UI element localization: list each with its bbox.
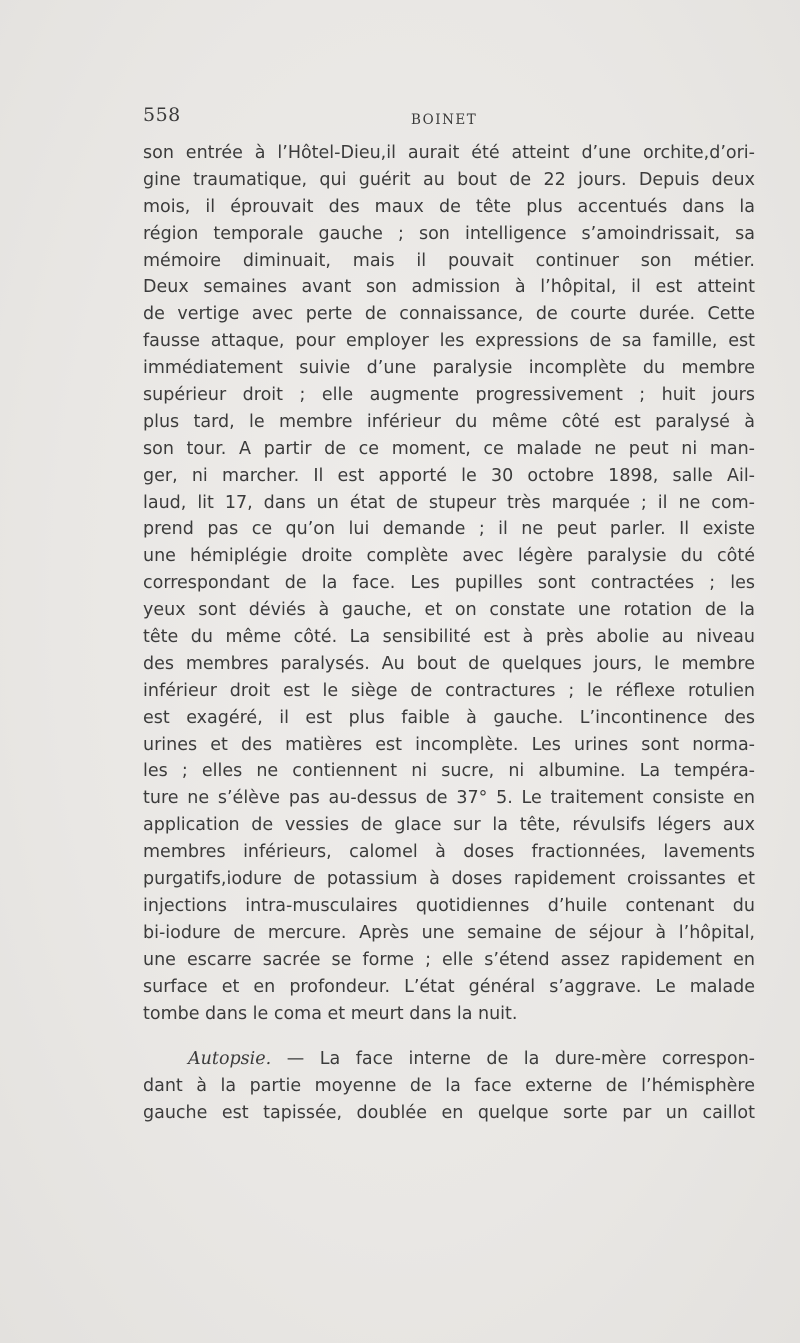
text-line: son tour. A partir de ce moment, ce malade ne peut ni man- [143, 438, 755, 459]
text-line: les ; elles ne contiennent ni sucre, ni albumine. La tempéra- [143, 761, 755, 782]
text-line: ture ne s’élève pas au-dessus de 37° 5. Le traitement consiste en [143, 788, 755, 809]
text-line: plus tard, le membre inférieur du même côté est paralysé à [143, 411, 755, 432]
text-line: immédiatement suivie d’une paralysie incomplète du membre [143, 358, 755, 379]
text-line: une hémiplégie droite complète avec légère paralysie du côté [143, 546, 755, 567]
text-line: tombe dans le coma et meurt dans la nuit. [143, 1003, 518, 1024]
autopsie-first-line-text: — La face interne de la dure-mère correspon- [271, 1049, 755, 1070]
paragraph-1 [143, 140, 755, 1027]
text-line: dant à la partie moyenne de la face externe de l’hémisphère [143, 1076, 755, 1097]
text-line: laud, lit 17, dans un état de stupeur très marquée ; il ne com- [143, 492, 755, 513]
text-line: son entrée à l’Hôtel-Dieu,il aurait été atteint d’une orchite,d’ori- [143, 143, 755, 163]
text-line: injections intra-musculaires quotidiennes d’huile contenant du [143, 895, 755, 916]
text-line: urines et des matières est incomplète. Les urines sont norma- [143, 734, 755, 755]
text-line: prend pas ce qu’on lui demande ; il ne peut parler. Il existe [143, 519, 755, 540]
text-line: mémoire diminuait, mais il pouvait continuer son métier. [143, 250, 755, 271]
running-head: BOINET [411, 112, 478, 128]
text-line: une escarre sacrée se forme ; elle s’étend assez rapidement en [143, 949, 755, 970]
text-line: bi-iodure de mercure. Après une semaine de séjour à l’hôpital, [143, 922, 755, 943]
paragraph-2 [143, 1046, 755, 1127]
text-line: application de vessies de glace sur la tête, révulsifs légers aux [143, 815, 755, 836]
text-line: tête du même côté. La sensibilité est à près abolie au niveau [143, 627, 755, 648]
text-line: mois, il éprouvait des maux de tête plus accentués dans la [143, 196, 755, 217]
text-line: gauche est tapissée, doublée en quelque sorte par un caillot [143, 1103, 755, 1124]
text-line: région temporale gauche ; son intelligence s’amoindrissait, sa [143, 223, 755, 244]
text-line: gine traumatique, qui guérit au bout de 22 jours. Depuis deux [143, 169, 755, 190]
body-text [143, 140, 755, 1127]
page-header [143, 104, 743, 134]
autopsie-first-line [143, 1046, 755, 1073]
text-line: correspondant de la face. Les pupilles sont contractées ; les [143, 573, 755, 594]
text-line: purgatifs,iodure de potassium à doses rapidement croissantes et [143, 869, 755, 890]
text-line: de vertige avec perte de connaissance, de courte durée. Cette [143, 304, 755, 325]
text-line: Deux semaines avant son admission à l’hôpital, il est atteint [143, 277, 755, 298]
text-line: yeux sont déviés à gauche, et on constate une rotation de la [143, 600, 755, 621]
page-number: 558 [143, 104, 181, 126]
text-line: fausse attaque, pour employer les expressions de sa famille, est [143, 331, 755, 352]
text-line: supérieur droit ; elle augmente progressivement ; huit jours [143, 385, 755, 406]
paragraph-spacer [143, 1027, 755, 1046]
text-line: des membres paralysés. Au bout de quelques jours, le membre [143, 653, 755, 674]
autopsie-heading: Autopsie. [188, 1049, 272, 1070]
text-line: inférieur droit est le siège de contractures ; le réflexe rotulien [143, 680, 755, 701]
text-line: membres inférieurs, calomel à doses fractionnées, lavements [143, 842, 755, 863]
text-line: ger, ni marcher. Il est apporté le 30 octobre 1898, salle Ail- [143, 465, 755, 486]
text-line: surface et en profondeur. L’état général s’aggrave. Le malade [143, 976, 755, 997]
text-line: est exagéré, il est plus faible à gauche. L’incontinence des [143, 707, 755, 728]
